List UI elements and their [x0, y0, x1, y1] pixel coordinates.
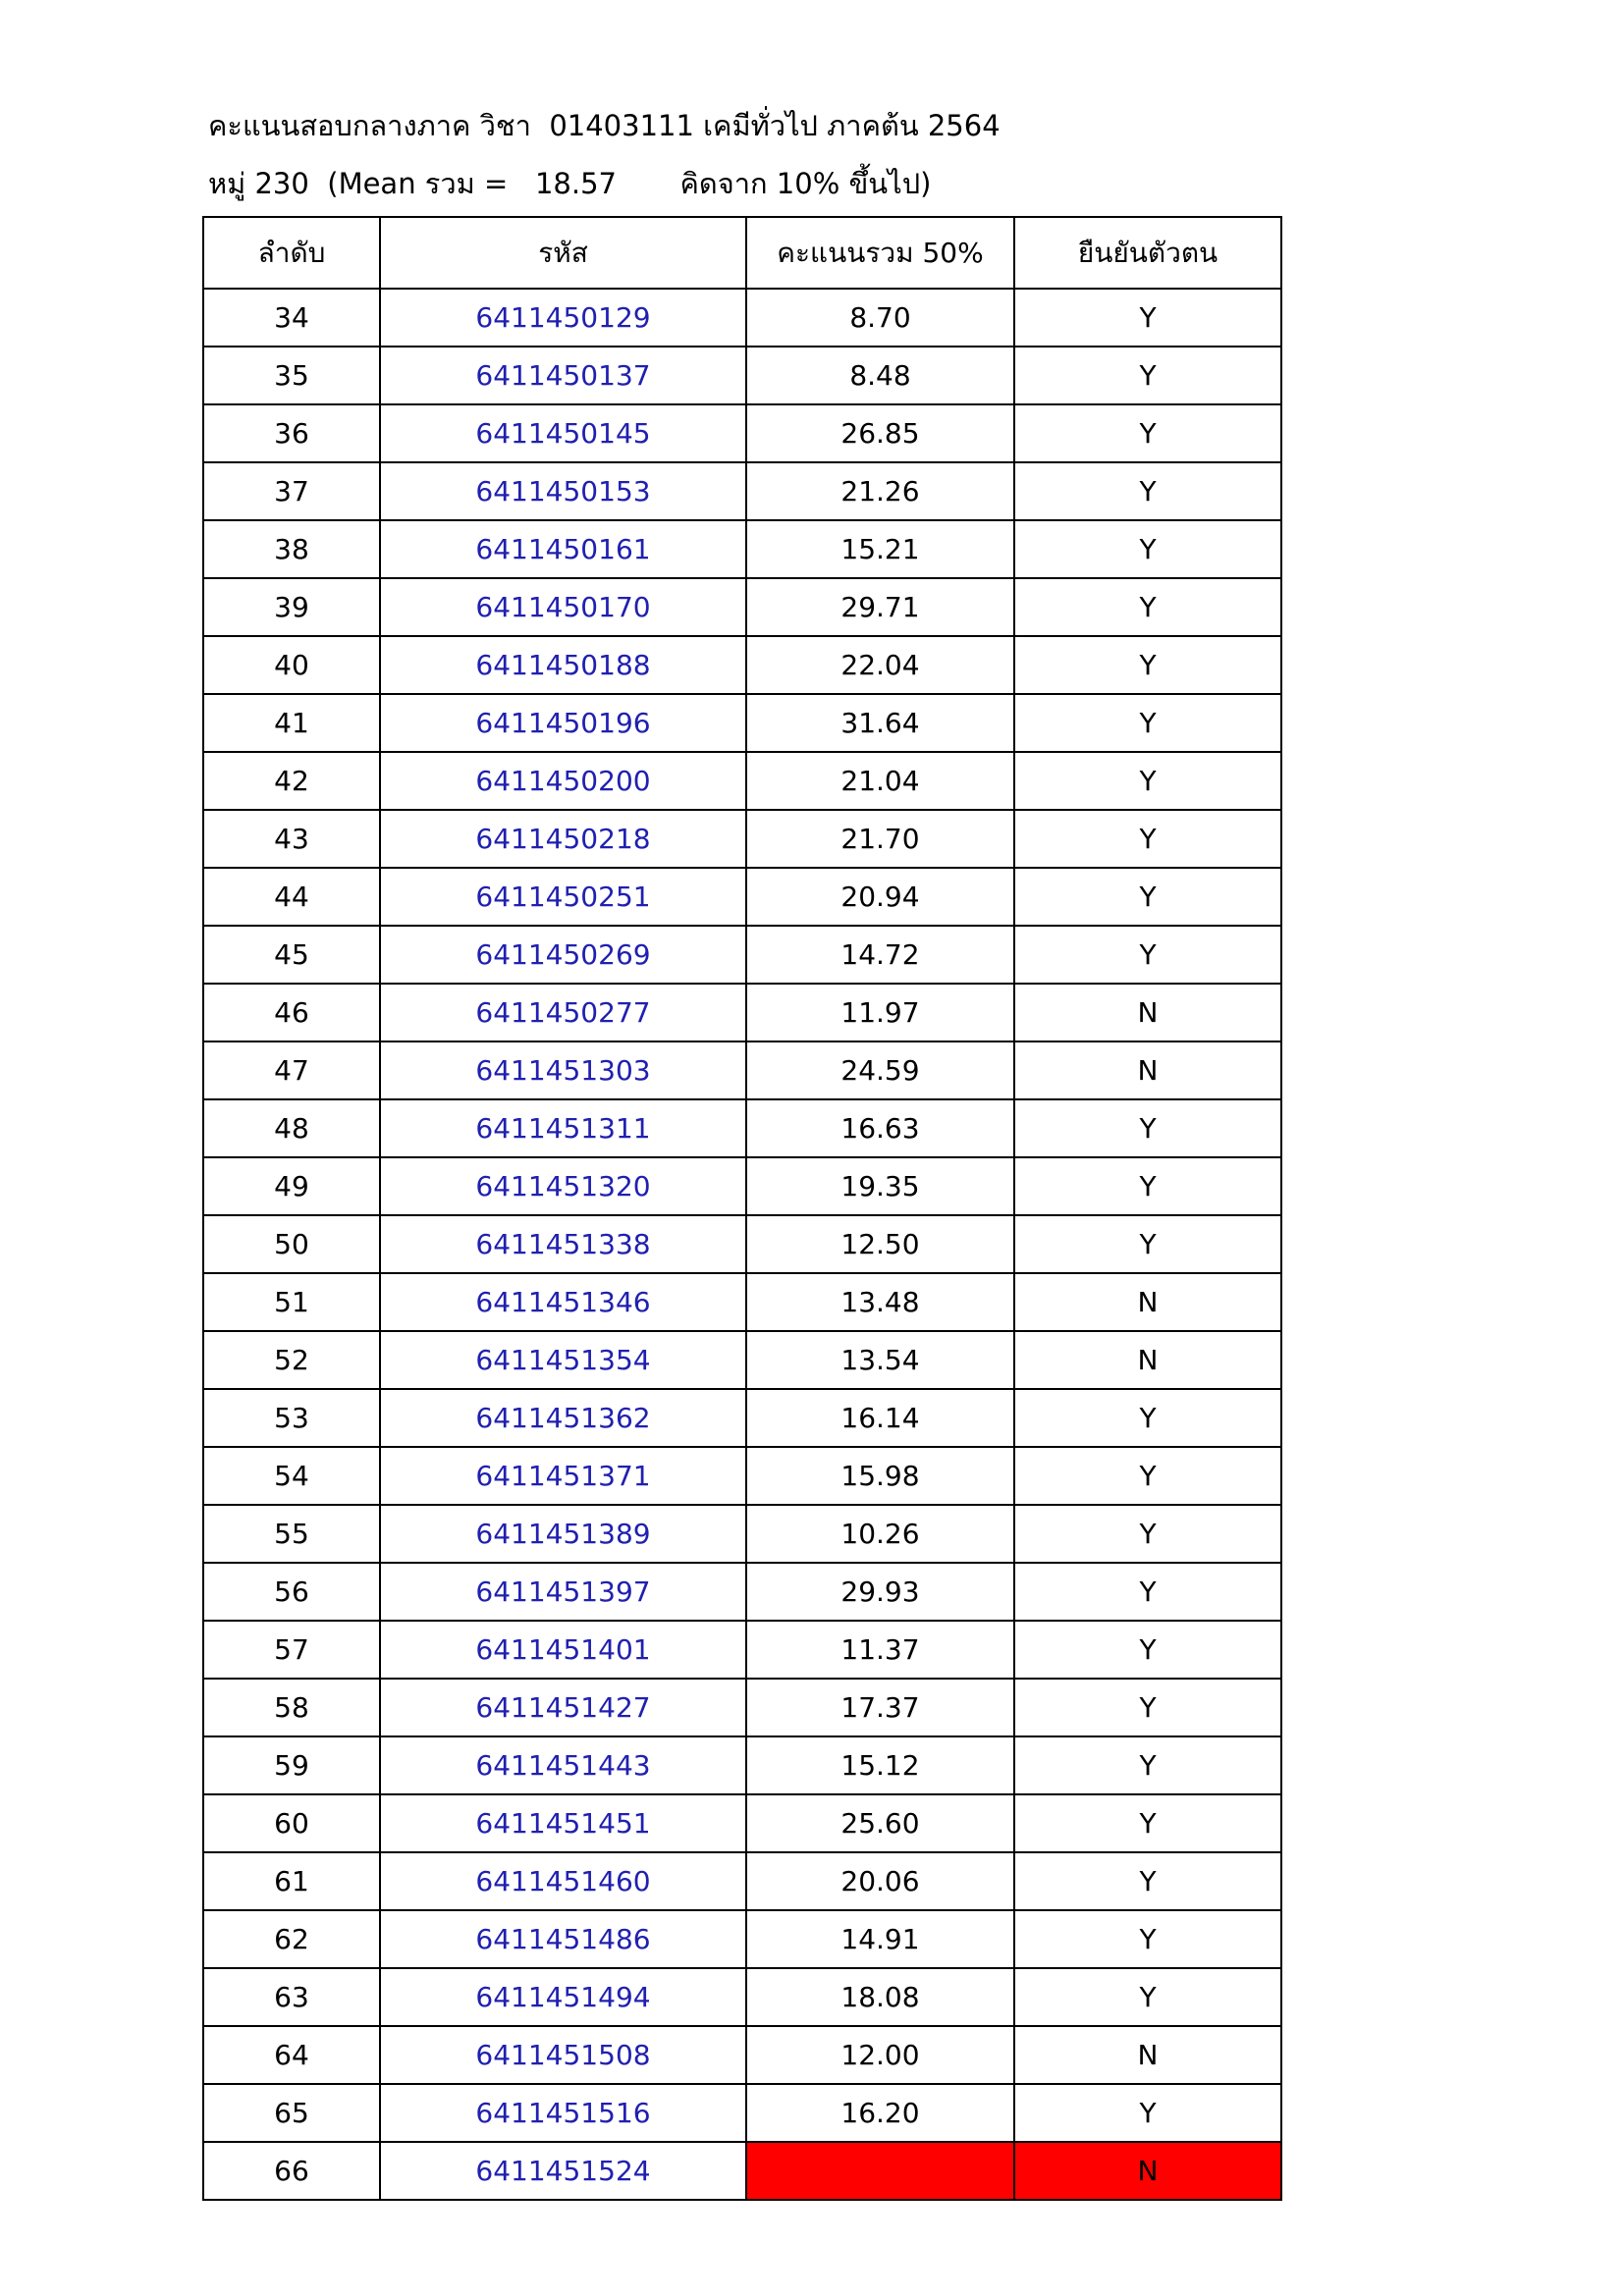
mean-value: 18.57 [534, 167, 617, 200]
order-cell: 54 [203, 1447, 380, 1505]
table-row [203, 1910, 1281, 1968]
score-cell: 13.48 [746, 1273, 1014, 1331]
score-cell: 16.20 [746, 2084, 1014, 2142]
order-cell: 49 [203, 1157, 380, 1215]
identity-cell: Y [1014, 926, 1281, 984]
identity-cell: Y [1014, 289, 1281, 347]
identity-cell: Y [1014, 636, 1281, 694]
identity-cell: N [1014, 1041, 1281, 1099]
student-id-cell: 6411451494 [380, 1968, 746, 2026]
student-id-cell: 6411451346 [380, 1273, 746, 1331]
page-subtitle [208, 164, 931, 203]
score-cell: 15.98 [746, 1447, 1014, 1505]
identity-cell: Y [1014, 1505, 1281, 1563]
score-cell: 24.59 [746, 1041, 1014, 1099]
table-row [203, 520, 1281, 578]
identity-cell: Y [1014, 462, 1281, 520]
score-cell: 16.14 [746, 1389, 1014, 1447]
score-cell: 14.72 [746, 926, 1014, 984]
score-cell: 12.50 [746, 1215, 1014, 1273]
identity-cell: N [1014, 1273, 1281, 1331]
table-row [203, 1794, 1281, 1852]
identity-cell: N [1014, 1331, 1281, 1389]
order-cell: 62 [203, 1910, 380, 1968]
student-id-cell: 6411450153 [380, 462, 746, 520]
table-row [203, 1505, 1281, 1563]
order-cell: 60 [203, 1794, 380, 1852]
score-cell: 21.04 [746, 752, 1014, 810]
order-cell: 48 [203, 1099, 380, 1157]
column-header-identity-confirmed: ยืนยันตัวตน [1014, 217, 1281, 289]
order-cell: 66 [203, 2142, 380, 2200]
student-id-cell: 6411451508 [380, 2026, 746, 2084]
student-id-cell: 6411451389 [380, 1505, 746, 1563]
table-row [203, 1679, 1281, 1736]
student-id-cell: 6411451303 [380, 1041, 746, 1099]
order-cell: 35 [203, 347, 380, 404]
score-cell: 17.37 [746, 1679, 1014, 1736]
student-id-cell: 6411450269 [380, 926, 746, 984]
table-row [203, 1447, 1281, 1505]
identity-cell: Y [1014, 694, 1281, 752]
table-row [203, 2084, 1281, 2142]
identity-cell: Y [1014, 1736, 1281, 1794]
column-header-student-id: รหัส [380, 217, 746, 289]
order-cell: 38 [203, 520, 380, 578]
identity-cell: N [1014, 984, 1281, 1041]
table-row [203, 289, 1281, 347]
table-row [203, 1273, 1281, 1331]
identity-cell: Y [1014, 2084, 1281, 2142]
mean-note: คิดจาก 10% ขึ้นไป) [679, 167, 932, 200]
table-row [203, 578, 1281, 636]
identity-cell: Y [1014, 1910, 1281, 1968]
table-body [203, 289, 1281, 2200]
score-cell: 10.26 [746, 1505, 1014, 1563]
table-row [203, 1331, 1281, 1389]
student-id-cell: 6411451397 [380, 1563, 746, 1621]
score-cell: 11.97 [746, 984, 1014, 1041]
student-id-cell: 6411451516 [380, 2084, 746, 2142]
score-cell: 16.63 [746, 1099, 1014, 1157]
order-cell: 39 [203, 578, 380, 636]
table-row [203, 1389, 1281, 1447]
score-cell: 20.06 [746, 1852, 1014, 1910]
score-cell: 8.70 [746, 289, 1014, 347]
score-cell: 25.60 [746, 1794, 1014, 1852]
student-id-cell: 6411451362 [380, 1389, 746, 1447]
score-cell: 26.85 [746, 404, 1014, 462]
score-cell: 12.00 [746, 2026, 1014, 2084]
score-cell: 22.04 [746, 636, 1014, 694]
order-cell: 57 [203, 1621, 380, 1679]
order-cell: 42 [203, 752, 380, 810]
student-id-cell: 6411451524 [380, 2142, 746, 2200]
student-id-cell: 6411451427 [380, 1679, 746, 1736]
order-cell: 36 [203, 404, 380, 462]
student-id-cell: 6411451338 [380, 1215, 746, 1273]
identity-cell: Y [1014, 520, 1281, 578]
student-id-cell: 6411451460 [380, 1852, 746, 1910]
order-cell: 52 [203, 1331, 380, 1389]
student-id-cell: 6411450161 [380, 520, 746, 578]
student-id-cell: 6411451354 [380, 1331, 746, 1389]
student-id-cell: 6411451320 [380, 1157, 746, 1215]
score-cell: 29.93 [746, 1563, 1014, 1621]
order-cell: 58 [203, 1679, 380, 1736]
order-cell: 43 [203, 810, 380, 868]
score-cell: 15.21 [746, 520, 1014, 578]
table-row [203, 2026, 1281, 2084]
table-row [203, 694, 1281, 752]
student-id-cell: 6411450218 [380, 810, 746, 868]
identity-cell: Y [1014, 578, 1281, 636]
identity-cell: N [1014, 2026, 1281, 2084]
student-id-cell: 6411451486 [380, 1910, 746, 1968]
table-row [203, 984, 1281, 1041]
identity-cell: Y [1014, 1968, 1281, 2026]
table-row [203, 1215, 1281, 1273]
score-table [202, 216, 1282, 2201]
order-cell: 63 [203, 1968, 380, 2026]
table-row [203, 752, 1281, 810]
student-id-cell: 6411451311 [380, 1099, 746, 1157]
score-cell [746, 2142, 1014, 2200]
student-id-cell: 6411450145 [380, 404, 746, 462]
order-cell: 40 [203, 636, 380, 694]
score-cell: 19.35 [746, 1157, 1014, 1215]
student-id-cell: 6411450170 [380, 578, 746, 636]
order-cell: 34 [203, 289, 380, 347]
order-cell: 65 [203, 2084, 380, 2142]
table-row [203, 636, 1281, 694]
student-id-cell: 6411450196 [380, 694, 746, 752]
identity-cell: Y [1014, 1157, 1281, 1215]
student-id-cell: 6411451371 [380, 1447, 746, 1505]
score-cell: 21.26 [746, 462, 1014, 520]
score-cell: 8.48 [746, 347, 1014, 404]
table-row [203, 404, 1281, 462]
order-cell: 53 [203, 1389, 380, 1447]
order-cell: 47 [203, 1041, 380, 1099]
table-row [203, 462, 1281, 520]
student-id-cell: 6411450251 [380, 868, 746, 926]
table-row [203, 1968, 1281, 2026]
column-header-order: ลำดับ [203, 217, 380, 289]
order-cell: 51 [203, 1273, 380, 1331]
order-cell: 44 [203, 868, 380, 926]
score-cell: 31.64 [746, 694, 1014, 752]
order-cell: 37 [203, 462, 380, 520]
student-id-cell: 6411451401 [380, 1621, 746, 1679]
score-cell: 18.08 [746, 1968, 1014, 2026]
identity-cell: Y [1014, 1389, 1281, 1447]
table-row [203, 1736, 1281, 1794]
order-cell: 61 [203, 1852, 380, 1910]
identity-cell: Y [1014, 868, 1281, 926]
page-title: คะแนนสอบกลางภาค วิชา 01403111 เคมีทั่วไป ภาคต้น 2564 [208, 109, 1001, 142]
identity-cell: Y [1014, 1852, 1281, 1910]
table-row [203, 868, 1281, 926]
order-cell: 64 [203, 2026, 380, 2084]
order-cell: 59 [203, 1736, 380, 1794]
identity-cell: Y [1014, 752, 1281, 810]
table-row [203, 1852, 1281, 1910]
score-cell: 14.91 [746, 1910, 1014, 1968]
order-cell: 50 [203, 1215, 380, 1273]
identity-cell: Y [1014, 810, 1281, 868]
table-row [203, 926, 1281, 984]
score-cell: 13.54 [746, 1331, 1014, 1389]
order-cell: 56 [203, 1563, 380, 1621]
table-header-row [203, 217, 1281, 289]
identity-cell: Y [1014, 1621, 1281, 1679]
section-label: หมู่ 230 [208, 167, 309, 200]
identity-cell: Y [1014, 1679, 1281, 1736]
table-row [203, 810, 1281, 868]
mean-label: (Mean รวม = [327, 167, 509, 200]
student-id-cell: 6411450200 [380, 752, 746, 810]
score-cell: 15.12 [746, 1736, 1014, 1794]
identity-cell: N [1014, 2142, 1281, 2200]
table-row [203, 1563, 1281, 1621]
score-cell: 11.37 [746, 1621, 1014, 1679]
identity-cell: Y [1014, 1215, 1281, 1273]
identity-cell: Y [1014, 1447, 1281, 1505]
table-row [203, 347, 1281, 404]
student-id-cell: 6411450188 [380, 636, 746, 694]
student-id-cell: 6411450129 [380, 289, 746, 347]
order-cell: 41 [203, 694, 380, 752]
student-id-cell: 6411450277 [380, 984, 746, 1041]
identity-cell: Y [1014, 404, 1281, 462]
identity-cell: Y [1014, 1563, 1281, 1621]
table-row [203, 1041, 1281, 1099]
score-cell: 21.70 [746, 810, 1014, 868]
column-header-total-score: คะแนนรวม 50% [746, 217, 1014, 289]
order-cell: 45 [203, 926, 380, 984]
table-row [203, 1621, 1281, 1679]
order-cell: 46 [203, 984, 380, 1041]
identity-cell: Y [1014, 347, 1281, 404]
score-cell: 20.94 [746, 868, 1014, 926]
identity-cell: Y [1014, 1099, 1281, 1157]
student-id-cell: 6411451451 [380, 1794, 746, 1852]
student-id-cell: 6411451443 [380, 1736, 746, 1794]
table-row [203, 1099, 1281, 1157]
score-cell: 29.71 [746, 578, 1014, 636]
student-id-cell: 6411450137 [380, 347, 746, 404]
table-row [203, 2142, 1281, 2200]
identity-cell: Y [1014, 1794, 1281, 1852]
order-cell: 55 [203, 1505, 380, 1563]
table-row [203, 1157, 1281, 1215]
